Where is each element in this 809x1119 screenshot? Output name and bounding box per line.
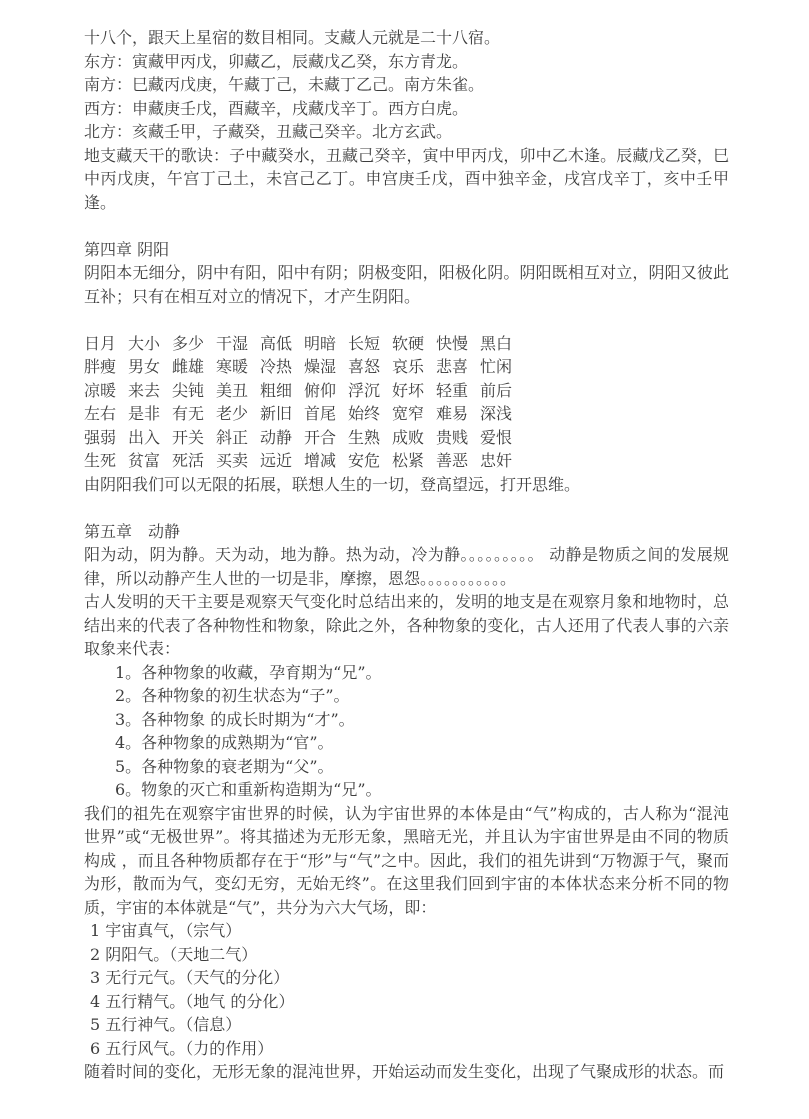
word-pair: 浮沉 bbox=[348, 380, 381, 400]
qi-list-item: 2 阴阳气。（天地二气） bbox=[90, 944, 258, 964]
word-pair: 善恶 bbox=[436, 451, 469, 470]
numbered-list-item: 4。各种物象的成熟期为“官”。 bbox=[115, 733, 334, 752]
word-pair: 松紧 bbox=[392, 451, 425, 470]
direction-line: 东方：寅藏甲丙戊，卯藏乙，辰藏戊乙癸，东方青龙。 bbox=[84, 51, 469, 71]
word-pair: 干湿 bbox=[216, 333, 249, 353]
word-pair: 快慢 bbox=[436, 333, 469, 353]
directions-list bbox=[84, 50, 729, 144]
direction-line: 北方：亥藏壬甲，子藏癸，丑藏己癸辛。北方玄武。 bbox=[84, 122, 453, 141]
qi-list-item: 1 宇宙真气，（宗气） bbox=[90, 921, 242, 940]
word-pair: 软硬 bbox=[392, 333, 425, 353]
word-pair: 有无 bbox=[172, 404, 205, 423]
word-pair: 忠奸 bbox=[480, 451, 513, 470]
direction-line: 南方：巳藏丙戊庚，午藏丁己，未藏丁乙己。南方朱雀。 bbox=[84, 75, 485, 94]
word-pair: 贫富 bbox=[128, 451, 161, 470]
word-pair: 开关 bbox=[172, 427, 205, 447]
word-pair: 多少 bbox=[172, 333, 205, 353]
chapter5-heading: 第五章 动静 bbox=[84, 521, 181, 541]
word-pair: 凉暖 bbox=[84, 380, 117, 400]
word-pair: 买卖 bbox=[216, 451, 249, 470]
word-pair: 出入 bbox=[128, 427, 161, 447]
word-pair: 动静 bbox=[260, 427, 293, 447]
word-pair: 宽窄 bbox=[392, 404, 425, 423]
word-pair: 日月 bbox=[84, 333, 117, 353]
word-pair: 前后 bbox=[480, 380, 513, 400]
pair-table-row bbox=[84, 379, 729, 403]
word-pair: 粗细 bbox=[260, 380, 293, 400]
word-pair: 黑白 bbox=[480, 333, 513, 353]
word-pair: 左右 bbox=[84, 404, 117, 423]
word-pair: 成败 bbox=[392, 427, 425, 447]
chapter4-heading: 第四章 阴阳 bbox=[84, 239, 170, 259]
word-pair: 悲喜 bbox=[436, 357, 469, 376]
word-pair: 死活 bbox=[172, 451, 205, 470]
numbered-list-item: 5。各种物象的衰老期为“父”。 bbox=[115, 756, 334, 776]
chapter5-closing: 随着时间的变化，无形无象的混沌世界，开始运动而发生变化，出现了气聚成形的状态。而 bbox=[84, 1062, 725, 1081]
word-pair: 老少 bbox=[216, 404, 249, 423]
direction-line: 西方：申藏庚壬戊，酉藏辛，戌藏戊辛丁。西方白虎。 bbox=[84, 98, 469, 118]
pair-table-row bbox=[84, 449, 729, 473]
word-pair: 远近 bbox=[260, 451, 293, 470]
qi-fields-list bbox=[84, 919, 729, 1060]
yinyang-pair-table bbox=[84, 332, 729, 473]
qi-list-item: 6 五行风气。（力的作用） bbox=[90, 1038, 274, 1058]
pair-table-row bbox=[84, 426, 729, 450]
six-relations-list bbox=[84, 661, 729, 802]
word-pair: 始终 bbox=[348, 404, 381, 423]
word-pair: 雌雄 bbox=[172, 357, 205, 376]
word-pair: 爱恨 bbox=[480, 427, 513, 447]
word-pair: 男女 bbox=[128, 357, 161, 376]
qi-list-item: 4 五行精气。（地气 的分化） bbox=[90, 991, 295, 1011]
word-pair: 大小 bbox=[128, 333, 161, 353]
word-pair: 新旧 bbox=[260, 404, 293, 423]
chapter4-closing: 由阴阳我们可以无限的拓展，联想人生的一切，登高望远，打开思维。 bbox=[84, 474, 581, 494]
word-pair: 俯仰 bbox=[304, 380, 337, 400]
word-pair: 好坏 bbox=[392, 380, 425, 400]
word-pair: 难易 bbox=[436, 404, 469, 423]
word-pair: 哀乐 bbox=[392, 357, 425, 376]
word-pair: 忙闲 bbox=[480, 357, 513, 376]
word-pair: 开合 bbox=[304, 427, 337, 447]
word-pair: 是非 bbox=[128, 404, 161, 423]
word-pair: 明暗 bbox=[304, 333, 337, 353]
word-pair: 燥湿 bbox=[304, 357, 337, 376]
word-pair: 生熟 bbox=[348, 427, 381, 447]
numbered-list-item: 6。物象的灭亡和重新构造期为“兄”。 bbox=[115, 780, 382, 799]
mnemonic-paragraph: 地支藏天干的歌诀：子中藏癸水，丑藏己癸辛，寅中甲丙戊，卯中乙木逢。辰藏戊乙癸，巳中丙戊庚，午宫丁己土，未宫己乙丁。申宫庚壬戊，酉中独辛金，戌宫戊辛丁，亥中壬甲逢。 bbox=[84, 145, 729, 212]
word-pair: 深浅 bbox=[480, 404, 513, 423]
numbered-list-item: 3。各种物象 的成长时期为“才”。 bbox=[115, 709, 355, 729]
word-pair: 冷热 bbox=[260, 357, 293, 376]
word-pair: 美丑 bbox=[216, 380, 249, 400]
word-pair: 喜怒 bbox=[348, 357, 381, 376]
chapter5-paragraph-2: 古人发明的天干主要是观察天气变化时总结出来的，发明的地支是在观察月象和地物时，总结出来的代表了各种物性和物象，除此之外，各种物象的变化，古人还用了代表人事的六亲取象来代表： bbox=[84, 592, 729, 658]
word-pair: 长短 bbox=[348, 333, 381, 353]
word-pair: 胖瘦 bbox=[84, 357, 117, 376]
chapter4-paragraph: 阴阳本无细分，阴中有阳，阳中有阴；阴极变阳，阳极化阴。阴阳既相互对立，阴阳又彼此互补；只有在相互对立的情况下，才产生阴阳。 bbox=[84, 263, 729, 306]
numbered-list-item: 2。各种物象的初生状态为“子”。 bbox=[115, 686, 350, 705]
word-pair: 寒暖 bbox=[216, 357, 249, 376]
qi-list-item: 5 五行神气。（信息） bbox=[90, 1015, 242, 1034]
word-pair: 高低 bbox=[260, 333, 293, 353]
intro-paragraph: 十八个，跟天上星宿的数目相同。支藏人元就是二十八宿。 bbox=[84, 28, 501, 47]
qi-list-item: 3 无行元气。（天气的分化） bbox=[90, 968, 290, 987]
word-pair: 尖钝 bbox=[172, 380, 205, 400]
word-pair: 斜正 bbox=[216, 427, 249, 447]
word-pair: 首尾 bbox=[304, 404, 337, 423]
word-pair: 增减 bbox=[304, 451, 337, 470]
word-pair: 来去 bbox=[128, 380, 161, 400]
word-pair: 强弱 bbox=[84, 427, 117, 447]
word-pair: 贵贱 bbox=[436, 427, 469, 447]
pair-table-row bbox=[84, 402, 729, 426]
chapter5-paragraph-1: 阳为动，阴为静。天为动，地为静。热为动，冷为静。。。。。。。。。 动静是物质之间的发展规律，所以动静产生人世的一切是非，摩擦，恩怨。。。。。。。。。。。 bbox=[84, 545, 729, 588]
chapter5-paragraph-3: 我们的祖先在观察宇宙世界的时候，认为宇宙世界的本体是由“气”构成的，古人称为“混沌世界”或“无极世界”。将其描述为无形无象，黑暗无光，并且认为宇宙世界是由不同的物质构成 ，而且各种物质都存在于“形”与“气”之中。因此，我们的祖先讲到“万物源于气，聚而为形，散而为气，变幻无穷，无始无终”。在这里我们回到宇宙的本体状态来分析不同的物质，宇宙的本体就是“气”，共分为六大气场，即： bbox=[84, 803, 729, 917]
pair-table-row bbox=[84, 332, 729, 356]
word-pair: 安危 bbox=[348, 451, 381, 470]
word-pair: 轻重 bbox=[436, 380, 469, 400]
numbered-list-item: 1。各种物象的收藏，孕育期为“兄”。 bbox=[115, 662, 382, 682]
pair-table-row bbox=[84, 355, 729, 379]
word-pair: 生死 bbox=[84, 451, 117, 470]
